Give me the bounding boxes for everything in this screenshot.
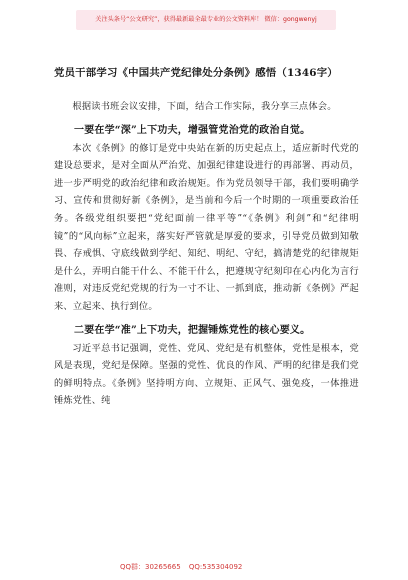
section-2-heading: 二要在学“准”上下功夫，把握锤炼党性的核心要义。 xyxy=(74,324,311,336)
qq-number-text: QQ:535304092 xyxy=(188,563,243,571)
qq-group-text: QQ群：30265665 xyxy=(120,563,181,571)
contact-footer xyxy=(120,562,320,572)
intro-paragraph: 根据读书班会议安排，下面，结合工作实际，我分享三点体会。 xyxy=(72,101,337,112)
document-title: 党员干部学习《中国共产党纪律处分条例》感悟（1346字） xyxy=(54,67,338,79)
section-2-paragraph: 习近平总书记强调，党性、党风、党纪是有机整体，党性是根本，党风是表现，党纪是保障。坚强的党性、优良的作风、严明的纪律是我们党的鲜明特点。《条例》坚持明方向、立规矩、正风气、强免疫，一体推进锤炼党性、纯 xyxy=(54,342,359,407)
document-body xyxy=(54,98,359,410)
promo-banner: 关注头条号“公文研究”，获得最新最全最专业的公文资料库！ 微信：gongwenyj xyxy=(76,10,336,30)
section-1-paragraph: 本次《条例》的修订是党中央站在新的历史起点上，适应新时代党的建设总要求，是对全面从严治党、加强纪律建设进行的再部署、再动员，进一步严明党的政治纪律和政治规矩。作为党员领导干部，我们要明确学习、宣传和贯彻好新《条例》，是当前和今后一个时期的一项重要政治任务。各级党组织要把“党纪面前一律平等”“《条例》利剑”和“纪律明镜”的“风向标”立起来，落实好严管就是厚爱的要求，引导党员做到知敬畏、存戒惧、守底线做到学纪、知纪、明纪、守纪，搞清楚党的纪律规矩是什么，弄明白能干什么、不能干什么，把遵规守纪刻印在心内化为言行准则，对违反党纪党规的行为一寸不让、一抓到底，推动新《条例》严起来、立起来、执行到位。 xyxy=(54,142,359,312)
section-1-heading: 一要在学“深”上下功夫，增强管党治党的政治自觉。 xyxy=(74,124,311,136)
